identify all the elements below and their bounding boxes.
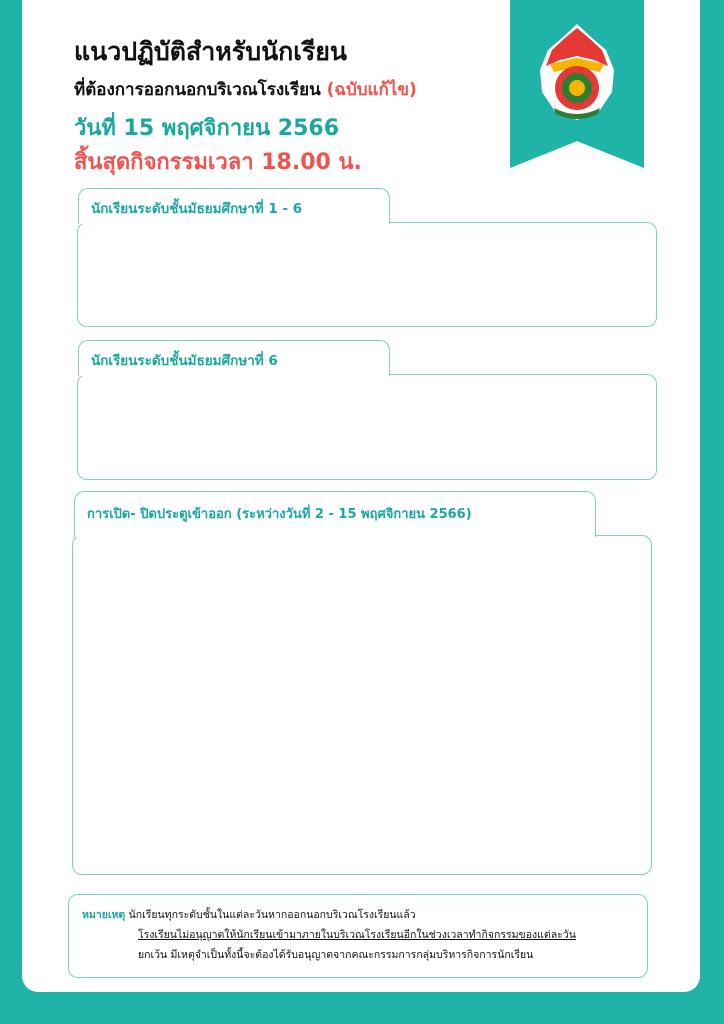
- footer-note-text-1: นักเรียนทุกระดับชั้นในแต่ละวันหากออกนอกบริเวณโรงเรียนแล้ว: [128, 909, 416, 921]
- date-line: วันที่ 15 พฤศจิกายน 2566: [74, 116, 339, 141]
- footer-note-line-2: โรงเรียนไม่อนุญาตให้นักเรียนเข้ามาภายในบริเวณโรงเรียนอีกในช่วงเวลาทำกิจกรรมของแต่ละวัน: [138, 929, 576, 941]
- subtitle-text: ที่ต้องการออกนอกบริเวณโรงเรียน: [74, 80, 321, 100]
- footer-note-label: หมายเหตุ: [82, 909, 126, 921]
- end-time-line: สิ้นสุดกิจกรรมเวลา 18.00 น.: [74, 150, 362, 175]
- footer-note-line-1: [82, 906, 416, 923]
- tab-joint: [79, 373, 389, 376]
- page-title: แนวปฏิบัติสำหรับนักเรียน: [74, 37, 348, 66]
- section1-box: [77, 222, 657, 327]
- section3-box: [72, 535, 652, 875]
- section1-tab: นักเรียนระดับชั้นมัธยมศึกษาที่ 1 - 6: [78, 188, 390, 224]
- school-emblem-icon: [534, 20, 620, 124]
- section2-box: [77, 374, 657, 480]
- section3-tab: การเปิด- ปิดประตูเข้าออก (ระหว่างวันที่ 2 - 15 พฤศจิกายน 2566): [74, 491, 596, 537]
- section2-tab: นักเรียนระดับชั้นมัธยมศึกษาที่ 6: [78, 340, 390, 376]
- footer-note-line-3: ยกเว้น มีเหตุจำเป็นทั้งนี้จะต้องได้รับอนุญาตจากคณะกรรมการกลุ่มบริหารกิจการนักเรียน: [138, 949, 534, 961]
- tab-joint: [79, 221, 389, 224]
- subtitle-note: (ฉบับแก้ไข): [326, 80, 417, 100]
- tab-joint: [75, 534, 595, 537]
- page-subtitle: [74, 76, 417, 103]
